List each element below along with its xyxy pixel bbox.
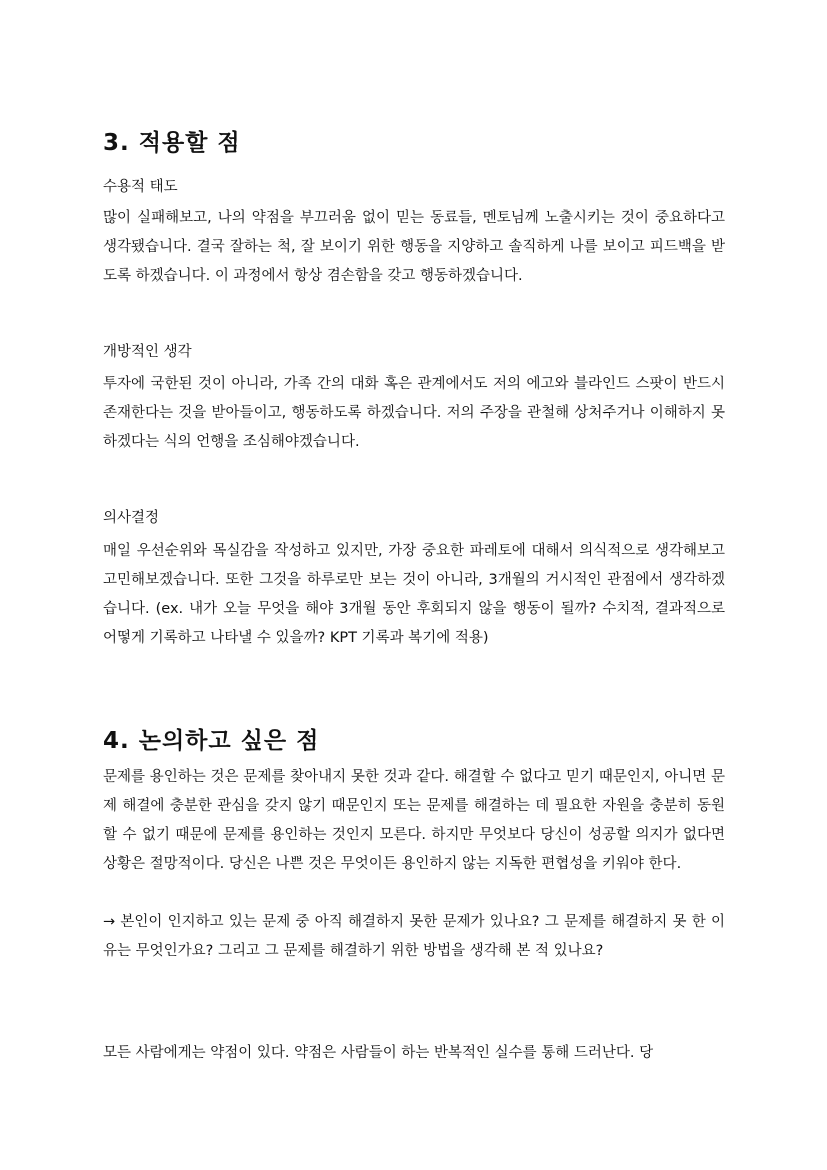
subsection-title-receptive: 수용적 태도 [103,179,178,195]
subsection-title-open-mind: 개방적인 생각 [103,344,192,360]
paragraph-open-mind: 투자에 국한된 것이 아니라, 가족 간의 대화 혹은 관계에서도 저의 에고와 블라인드 스팟이 반드시 존재한다는 것을 받아들이고, 행동하도록 하겠습니다. 저의 주장을 관철해 상처주거나 이해하지 못하겠다는 식의 언행을 조심해야겠습니다. [103,376,725,450]
paragraph-decision: 매일 우선순위와 목실감을 작성하고 있지만, 가장 중요한 파레토에 대해서 의식적으로 생각해보고 고민해보겠습니다. 또한 그것을 하루로만 보는 것이 아니라, 3개월의 거시적인 관점에서 생각하겠습니다. (ex. 내가 오늘 무엇을 해야 3개월 동안 후회되지 않을 행동이 될까? 수치적, 결과적으로 어떻게 기록하고 나타낼 수 있을까? KPT 기록과 복기에 적용) [103,543,725,646]
subsection-title-decision: 의사결정 [103,510,160,526]
section-heading-apply: 3. 적용할 점 [103,130,241,156]
paragraph-weakness: 모든 사람에게는 약점이 있다. 약점은 사람들이 하는 반복적인 실수를 통해 드러난다. 당 [103,1045,654,1061]
paragraph-receptive: 많이 실패해보고, 나의 약점을 부끄러움 없이 믿는 동료들, 멘토님께 노출시키는 것이 중요하다고 생각됐습니다. 결국 잘하는 척, 잘 보이기 위한 행동을 지양하고 솔직하게 나를 보이고 피드백을 받도록 하겠습니다. 이 과정에서 항상 겸손함을 갖고 행동하겠습니다. [103,210,725,284]
paragraph-discussion-question: → 본인이 인지하고 있는 문제 중 아직 해결하지 못한 문제가 있나요? 그 문제를 해결하지 못 한 이유는 무엇인가요? 그리고 그 문제를 해결하기 위한 방법을 생각해 본 적 있나요? [103,914,725,959]
paragraph-problem-tolerance: 문제를 용인하는 것은 문제를 찾아내지 못한 것과 같다. 해결할 수 없다고 믿기 때문인지, 아니면 문제 해결에 충분한 관심을 갖지 않기 때문인지 또는 문제를 해결하는 데 필요한 자원을 충분히 동원할 수 없기 때문에 문제를 용인하는 것인지 모른다. 하지만 무엇보다 당신이 성공할 의지가 없다면 상황은 절망적이다. 당신은 나쁜 것은 무엇이든 용인하지 않는 지독한 편협성을 키워야 한다. [103,769,725,872]
section-heading-discuss: 4. 논의하고 싶은 점 [103,728,320,754]
